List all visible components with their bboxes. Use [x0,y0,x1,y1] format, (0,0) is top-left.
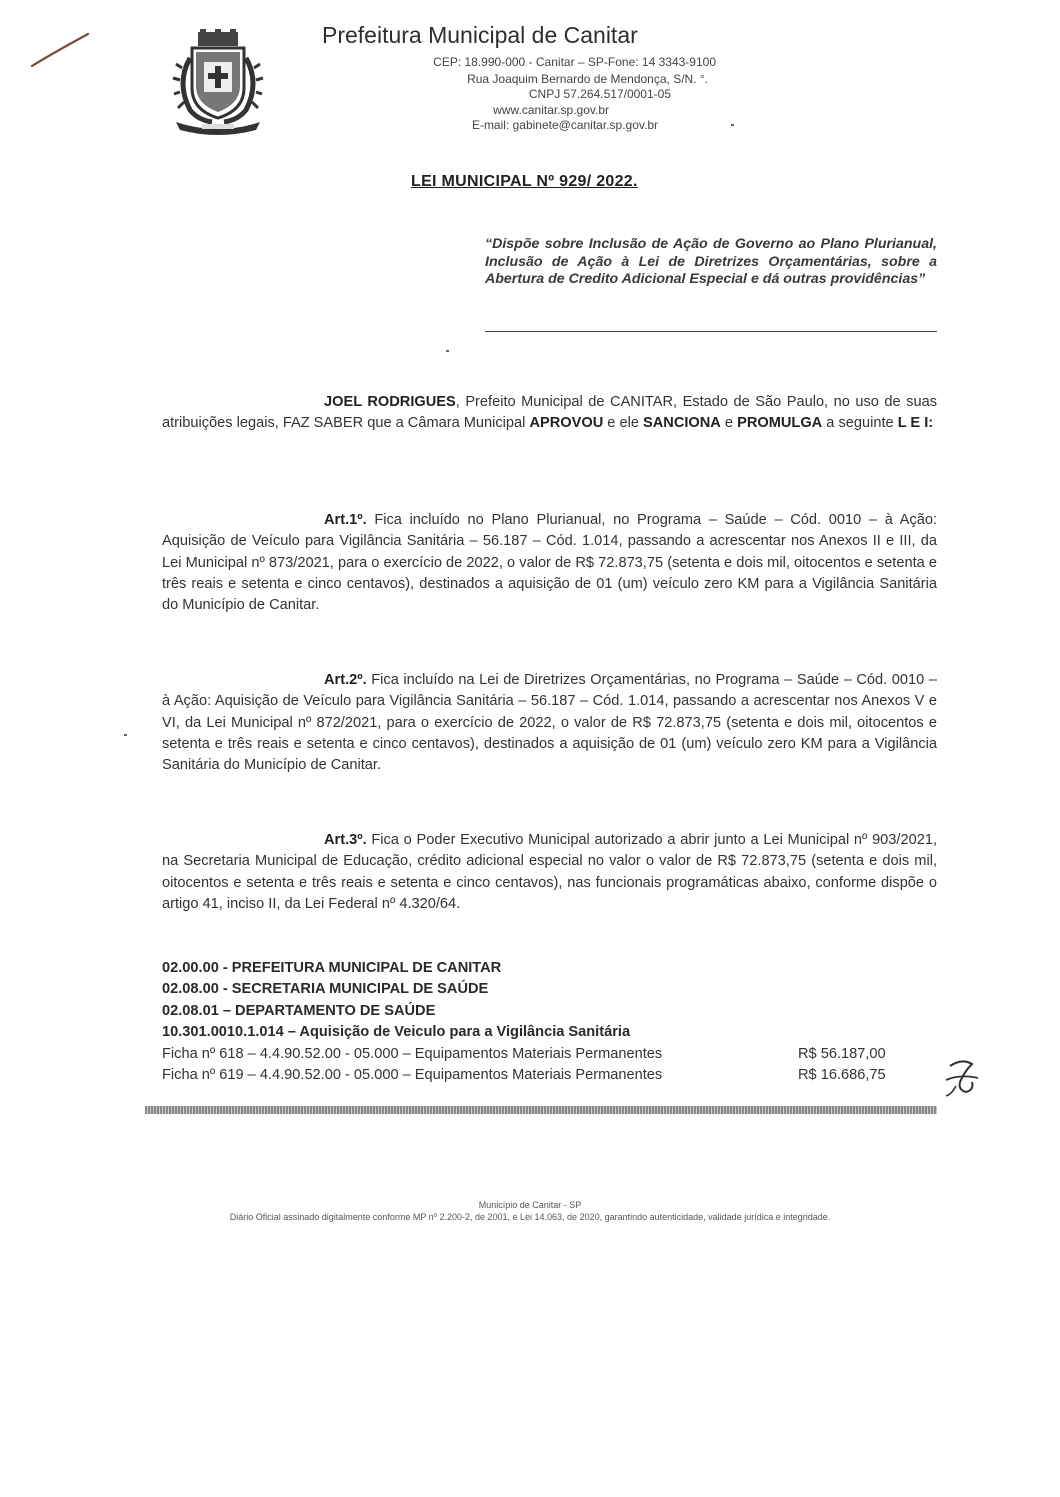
preamble: JOEL RODRIGUES, Prefeito Municipal de CANITAR, Estado de São Paulo, no uso de suas atribuições legais, FAZ SABER que a Câmara Municipal APROVOU e ele SANCIONA e PROMULGA a seguinte L E I: [162,394,937,432]
article-label: Art.1º. [324,512,367,528]
law-summary: “Dispõe sobre Inclusão de Ação de Governo ao Plano Plurianual, Inclusão de Ação à Lei de Diretrizes Orçamentárias, sobre a Abertura de Credito Adicional Especial e dá outras providências” [485,236,937,287]
pen-mark [30,30,92,70]
law-title: LEI MUNICIPAL Nº 929/ 2022. [411,173,638,190]
budget-org-3: 02.08.01 – DEPARTAMENTO DE SAÚDE [162,1002,436,1019]
article-2: Art.2º. Fica incluído na Lei de Diretrizes Orçamentárias, no Programa – Saúde – Cód. 0010 – à Ação: Aquisição de Veículo para Vigilância Sanitária – 56.187 – Cód. 1.014, passando a acrescentar nos Anexos V e VI, da Lei Municipal nº 872/2021, para o exercício de 2022, o valor de R$ 72.873,75 (setenta e dois mil, oitocentos e setenta e três reais e setenta e cinco centavos), destinados a aquisição de 01 (um) veículo zero KM para a Vigilância Sanitária do Município de Canitar. [162,672,937,774]
budget-org-2: 02.08.00 - SECRETARIA MUNICIPAL DE SAÚDE [162,981,489,998]
article-label: Art.2º. [324,672,367,688]
summary-rule [485,331,937,332]
stray-dot [731,124,734,126]
cnpj: CNPJ 57.264.517/0001-05 [528,87,671,101]
article-3: Art.3º. Fica o Poder Executivo Municipal autorizado a abrir junto a Lei Municipal nº 903/2021, na Secretaria Municipal de Educação, crédito adicional especial no valor o valor de R$ 72.873,75 (setenta e dois mil, oitocentos e setenta e três reais e setenta e cinco centavos), nas funcionais programáticas abaixo, conforme dispõe o artigo 41, inciso II, da Lei Federal nº 4.320/64. [162,832,937,912]
email: E-mail: gabinete@canitar.sp.gov.br [471,118,658,132]
stray-dot [124,734,127,736]
mayor-name: JOEL RODRIGUES [324,394,456,410]
budget-ficha-row: Ficha nº 618 – 4.4.90.52.00 - 05.000 – Equipamentos Materiais Permanentes R$ 56.187,00 [162,1045,886,1062]
budget-program: 10.301.0010.1.014 – Aquisição de Veiculo para a Vigilância Sanitária [162,1024,631,1041]
article-1: Art.1º. Fica incluído no Plano Plurianual, no Programa – Saúde – Cód. 0010 – à Ação: Aquisição de Veículo para Vigilância Sanitária – 56.187 – Cód. 1.014, passando a acrescentar nos Anexos II e III, da Lei Municipal nº 873/2021, para o exercício de 2022, o valor de R$ 72.873,75 (setenta e dois mil, oitocentos e setenta e três reais e setenta e cinco centavos), destinados a aquisição de 01 (um) veículo zero KM para a Vigilância Sanitária do Município de Canitar. [162,512,937,614]
budget-ficha-row: Ficha nº 619 – 4.4.90.52.00 - 05.000 – Equipamentos Materiais Permanentes R$ 16.686,75 [162,1067,886,1084]
footer-municipality: Município de Canitar - SP [478,1200,582,1210]
budget-org-1: 02.00.00 - PREFEITURA MUNICIPAL DE CANITAR [162,960,502,976]
article-label: Art.3º. [324,832,367,848]
footer-digital-signature-note: Diário Oficial assinado digitalmente conforme MP nº 2.200-2, de 2001, e Lei 14.063, de 2020, garantindo autenticidade, validade jurídica e integridade. [229,1212,831,1222]
coat-of-arms-logo [168,28,268,138]
footer-divider [145,1106,937,1114]
cep-phone: CEP: 18.990-000 - Canitar – SP-Fone: 14 3343-9100 [433,55,716,69]
stray-dot [446,350,449,352]
website: www.canitar.sp.gov.br [493,103,609,117]
municipality-title: Prefeitura Municipal de Canitar [322,22,638,48]
budget-allocation [162,958,942,1086]
address: Rua Joaquim Bernardo de Mendonça, S/N. °. [467,72,708,86]
signature-initials [942,1056,982,1098]
